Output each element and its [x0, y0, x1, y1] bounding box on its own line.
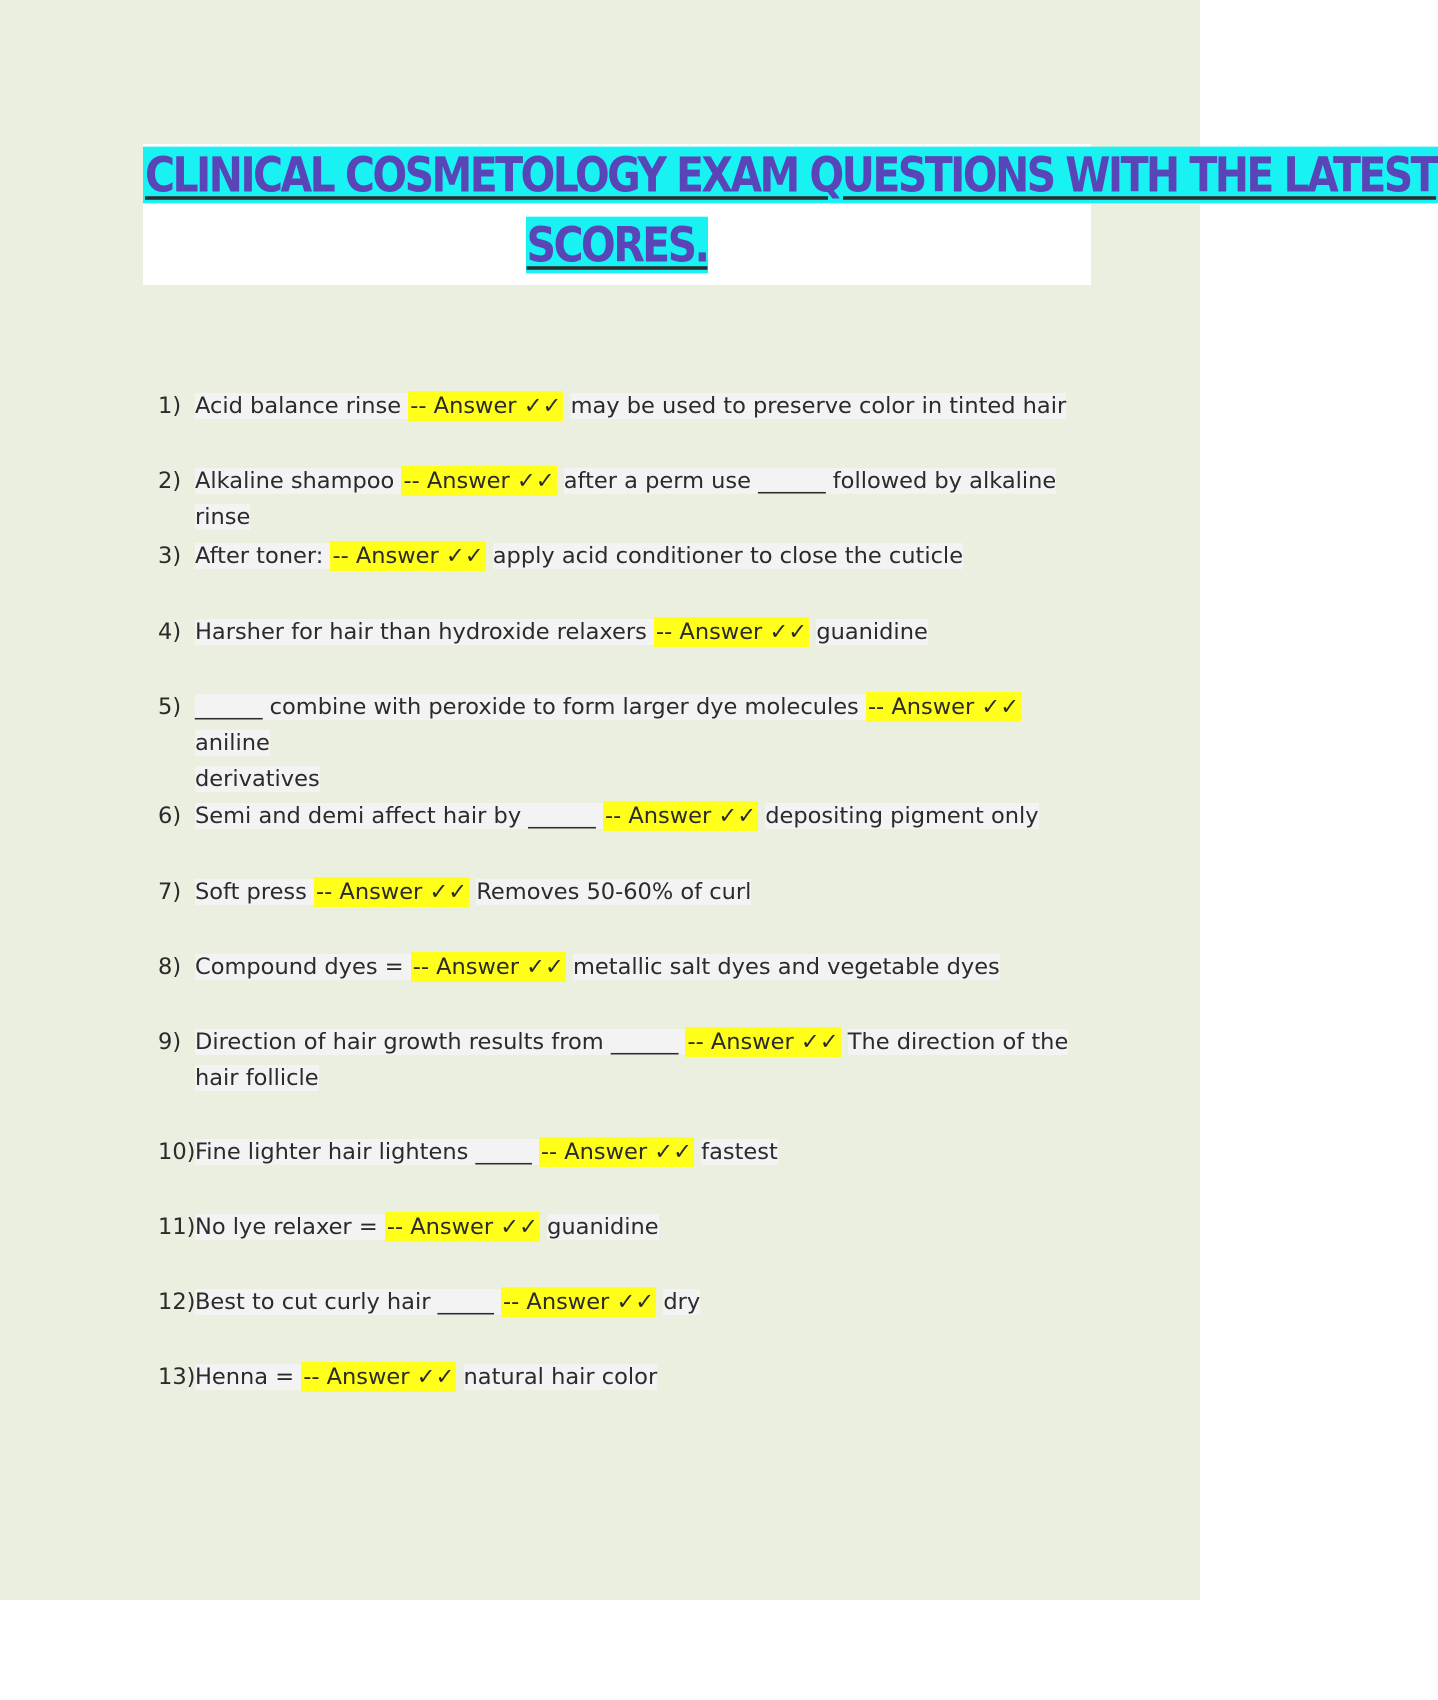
answer-text-continued: derivatives — [195, 766, 320, 792]
question-number: 3) — [158, 543, 182, 569]
answer-marker: -- Answer ✓✓ — [386, 1214, 538, 1240]
question-text: Compound dyes = — [195, 954, 411, 980]
question-number: 13) — [158, 1364, 196, 1390]
question-number: 11) — [158, 1214, 196, 1240]
question-text: No lye relaxer = — [195, 1214, 385, 1240]
answer-text: after a perm use ______ followed by alkaline rinse — [195, 468, 1057, 530]
answer-text: metallic salt dyes and vegetable dyes — [573, 954, 1000, 980]
question-number: 9) — [158, 1029, 182, 1055]
question-number: 10) — [158, 1139, 196, 1165]
answer-text-continued: hair follicle — [195, 1065, 319, 1091]
answer-text: Removes 50-60% of curl — [476, 879, 752, 905]
question-number: 5) — [158, 694, 182, 720]
answer-marker: -- Answer ✓✓ — [540, 1139, 692, 1165]
answer-text: natural hair color — [463, 1364, 658, 1390]
question-number: 8) — [158, 954, 182, 980]
answer-text: apply acid conditioner to close the cuticle — [492, 543, 964, 569]
answer-marker: -- Answer ✓✓ — [403, 468, 555, 494]
answer-text: aniline — [195, 730, 270, 756]
answer-text: depositing pigment only — [765, 803, 1039, 829]
answer-marker: -- Answer ✓✓ — [332, 543, 484, 569]
title-text-2: SCORES. — [526, 216, 708, 274]
question-text: Soft press — [195, 879, 315, 905]
title-line-1 — [143, 141, 1437, 209]
question-text: Semi and demi affect hair by ______ — [195, 803, 603, 829]
question-text: Fine lighter hair lightens _____ — [195, 1139, 539, 1165]
answer-marker: -- Answer ✓✓ — [503, 1289, 655, 1315]
answer-text: guanidine — [816, 619, 928, 645]
answer-text: may be used to preserve color in tinted hair — [570, 393, 1067, 419]
question-text: Alkaline shampoo — [195, 468, 402, 494]
title-box — [143, 144, 1437, 285]
question-number: 4) — [158, 619, 182, 645]
question-text: After toner: — [195, 543, 331, 569]
answer-marker: -- Answer ✓✓ — [867, 694, 1020, 720]
title-text-1: CLINICAL COSMETOLOGY EXAM QUESTIONS WITH THE LATEST — [145, 146, 1437, 204]
question-number: 6) — [158, 803, 182, 829]
question-number: 7) — [158, 879, 182, 905]
question-text: Direction of hair growth results from ______ — [195, 1029, 686, 1055]
question-text: Henna = — [195, 1364, 302, 1390]
question-number: 2) — [158, 468, 182, 494]
answer-marker: -- Answer ✓✓ — [410, 393, 562, 419]
question-number: 1) — [158, 393, 182, 419]
question-text: Best to cut curly hair _____ — [195, 1289, 502, 1315]
answer-marker: -- Answer ✓✓ — [604, 803, 757, 829]
answer-marker: -- Answer ✓✓ — [303, 1364, 455, 1390]
answer-text: The direction of the — [847, 1029, 1069, 1055]
answer-marker: -- Answer ✓✓ — [687, 1029, 839, 1055]
question-text: Acid balance rinse — [195, 393, 409, 419]
question-text: Harsher for hair than hydroxide relaxers — [195, 619, 655, 645]
question-number: 12) — [158, 1289, 196, 1315]
title-line-2 — [143, 211, 1091, 279]
answer-text: guanidine — [547, 1214, 659, 1240]
answer-marker: -- Answer ✓✓ — [316, 879, 468, 905]
answer-marker: -- Answer ✓✓ — [412, 954, 564, 980]
answer-text: dry — [663, 1289, 701, 1315]
question-text: ______ combine with peroxide to form larger dye molecules — [195, 694, 866, 720]
answer-text: fastest — [701, 1139, 778, 1165]
answer-marker: -- Answer ✓✓ — [656, 619, 808, 645]
